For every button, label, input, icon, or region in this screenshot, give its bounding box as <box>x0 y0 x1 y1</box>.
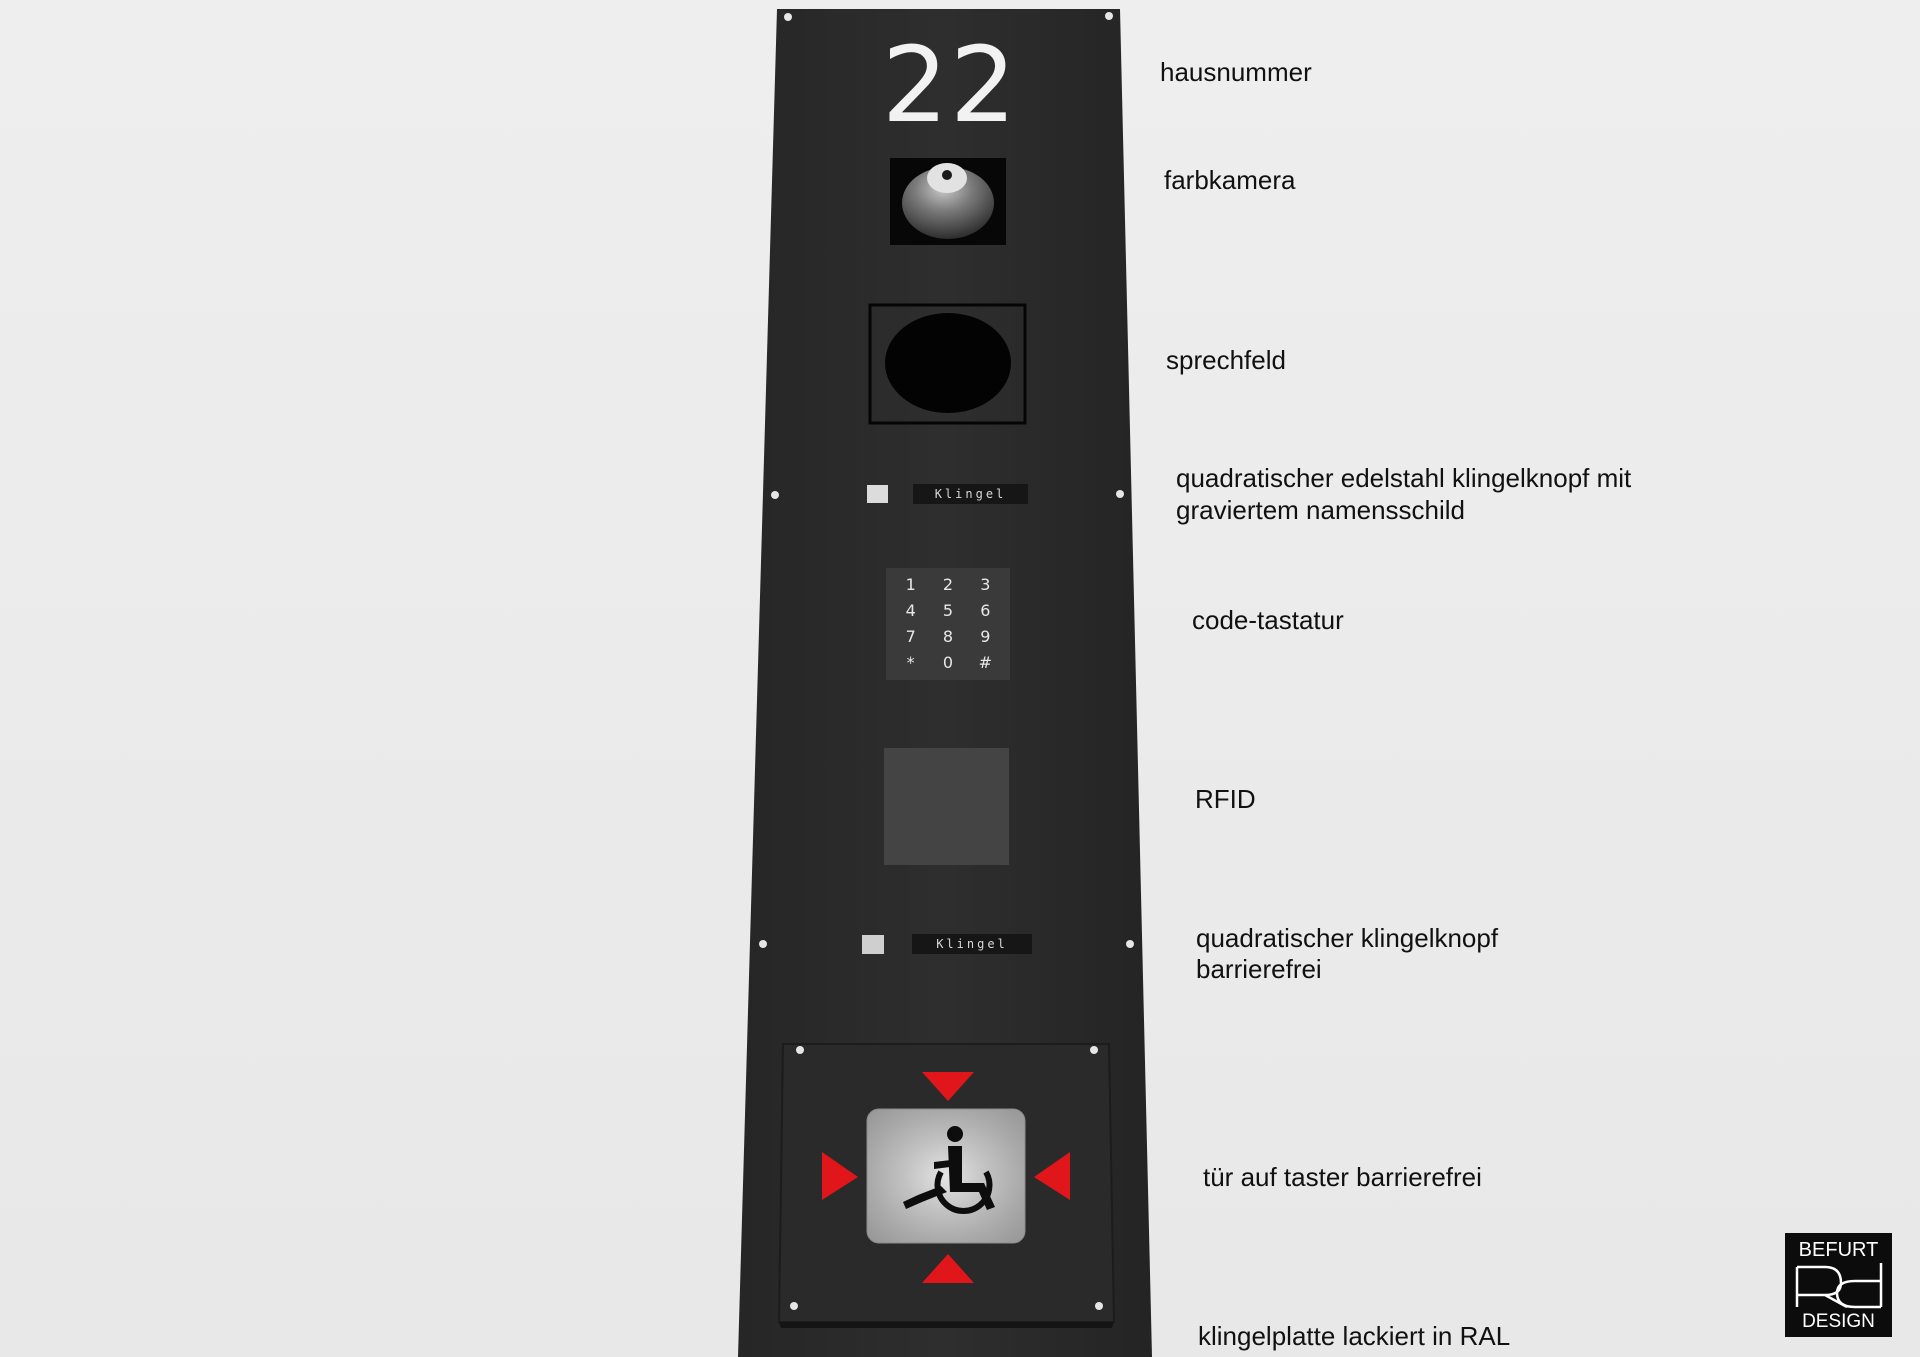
label-barrierefrei-line1: quadratischer klingelknopf <box>1196 923 1499 953</box>
label-farbkamera: farbkamera <box>1164 165 1296 195</box>
label-klingelplatte: klingelplatte lackiert in RAL <box>1198 1321 1511 1351</box>
label-klingelknopf-line2: graviertem namensschild <box>1176 495 1466 525</box>
screw-icon <box>1105 12 1113 20</box>
keypad-key[interactable]: 5 <box>942 601 954 620</box>
screw-icon <box>1090 1046 1098 1054</box>
rfid-reader <box>884 748 1009 865</box>
bell-button-icon <box>862 935 884 954</box>
screw-icon <box>1095 1302 1103 1310</box>
house-number: 22 <box>881 24 1019 146</box>
screw-icon <box>771 491 779 499</box>
screw-icon <box>796 1046 804 1054</box>
screw-icon <box>1116 490 1124 498</box>
camera-lens-icon <box>942 170 952 180</box>
screw-icon <box>1126 940 1134 948</box>
label-barrierefrei-line2: barrierefrei <box>1196 954 1322 984</box>
keypad-key[interactable]: 2 <box>942 575 954 594</box>
plate-shadow <box>779 1322 1114 1328</box>
screw-icon <box>784 13 792 21</box>
befurt-design-logo <box>1785 1233 1892 1337</box>
code-keypad[interactable] <box>886 568 1010 680</box>
label-code-tastatur: code-tastatur <box>1192 605 1344 635</box>
keypad-key[interactable]: 6 <box>980 601 991 620</box>
keypad-key[interactable]: 0 <box>942 653 954 672</box>
door-open-button[interactable] <box>867 1109 1025 1243</box>
label-hausnummer: hausnummer <box>1160 57 1312 87</box>
keypad-key[interactable]: 9 <box>980 627 991 646</box>
keypad-key[interactable]: 8 <box>942 627 954 646</box>
keypad-key[interactable]: 3 <box>980 575 991 594</box>
nameplate-2: Klingel <box>912 934 1032 954</box>
nameplate-1: Klingel <box>913 484 1028 504</box>
screw-icon <box>790 1302 798 1310</box>
keypad-key[interactable]: * <box>906 653 915 672</box>
label-sprechfeld: sprechfeld <box>1166 345 1286 375</box>
screw-icon <box>759 940 767 948</box>
keypad-key[interactable]: 1 <box>905 575 916 594</box>
logo-bottom-text: DESIGN <box>1802 1311 1875 1332</box>
label-rfid: RFID <box>1195 784 1256 814</box>
keypad-key[interactable]: 4 <box>905 601 916 620</box>
label-taster: tür auf taster barrierefrei <box>1203 1162 1482 1192</box>
keypad-key[interactable]: # <box>978 653 993 672</box>
bell-button-icon <box>867 485 888 503</box>
speaker-grill-icon <box>885 313 1011 413</box>
keypad-key[interactable]: 7 <box>905 627 916 646</box>
logo-top-text: BEFURT <box>1798 1239 1879 1261</box>
label-klingelknopf-line1: quadratischer edelstahl klingelknopf mit <box>1176 463 1632 493</box>
